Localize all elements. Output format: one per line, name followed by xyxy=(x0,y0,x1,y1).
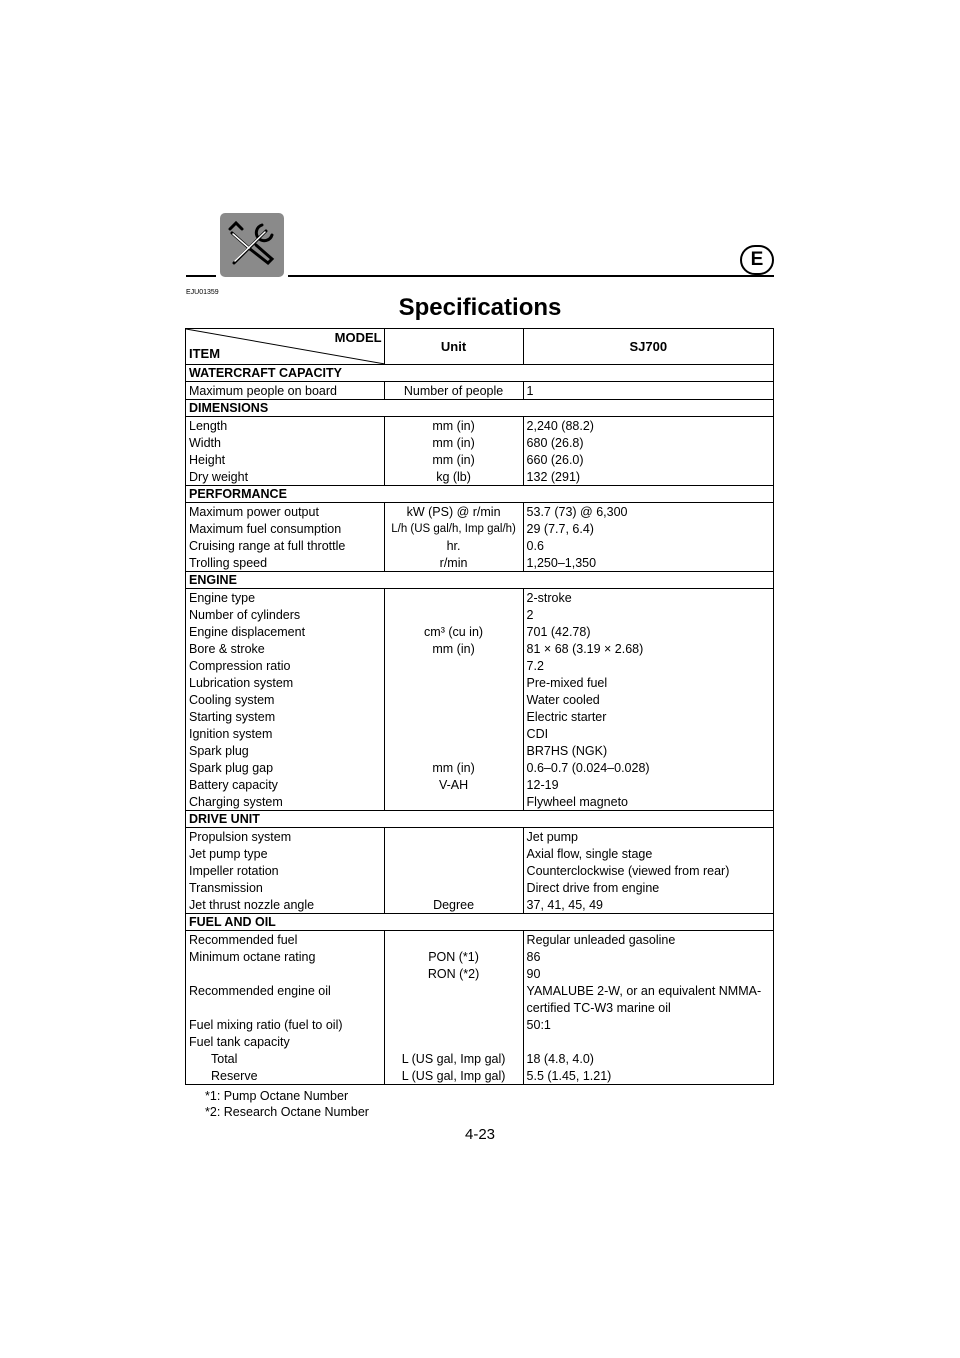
item-cell: Maximum power output xyxy=(189,504,319,519)
item-cell: Charging system xyxy=(189,794,283,809)
item-cell: Trolling speed xyxy=(189,555,268,570)
unit-cell: mm (in) xyxy=(384,417,523,435)
model-item-header xyxy=(186,329,385,365)
unit-cell: Degree xyxy=(384,896,523,914)
table-row xyxy=(186,725,774,742)
value-cell: 86 xyxy=(526,949,541,964)
unit-cell xyxy=(384,982,523,999)
item-cell: Minimum octane rating xyxy=(189,949,316,964)
value-cell xyxy=(523,1033,773,1050)
table-row xyxy=(186,862,774,879)
table-row xyxy=(186,503,774,521)
table-row xyxy=(186,451,774,468)
table-row xyxy=(186,776,774,793)
value-cell: 12-19 xyxy=(526,777,559,792)
header-rule-left xyxy=(186,275,216,277)
table-row xyxy=(186,1033,774,1050)
table-row xyxy=(186,1067,774,1085)
item-cell: Bore & stroke xyxy=(189,641,265,656)
item-cell: Compression ratio xyxy=(189,658,291,673)
item-label: ITEM xyxy=(189,346,221,361)
value-cell: YAMALUBE 2-W, or an equivalent NMMA- xyxy=(526,983,762,998)
item-cell: Recommended engine oil xyxy=(189,983,331,998)
table-row xyxy=(186,623,774,640)
unit-cell xyxy=(384,725,523,742)
unit-cell: mm (in) xyxy=(384,451,523,468)
section-header: DRIVE UNIT xyxy=(186,811,774,828)
unit-cell xyxy=(384,999,523,1016)
footnote: *2: Research Octane Number xyxy=(205,1105,369,1119)
footnotes xyxy=(205,1088,369,1120)
value-cell: 18 (4.8, 4.0) xyxy=(526,1051,594,1066)
unit-cell: kW (PS) @ r/min xyxy=(384,503,523,521)
item-cell: Cooling system xyxy=(189,692,275,707)
specifications-body xyxy=(186,365,774,1085)
table-row xyxy=(186,1050,774,1067)
section-header: WATERCRAFT CAPACITY xyxy=(186,365,774,382)
item-cell xyxy=(186,965,385,982)
unit-cell xyxy=(384,828,523,846)
table-row xyxy=(186,742,774,759)
unit-cell xyxy=(384,657,523,674)
item-cell: Jet thrust nozzle angle xyxy=(189,897,315,912)
item-cell: Impeller rotation xyxy=(189,863,279,878)
value-cell: Jet pump xyxy=(526,829,578,844)
unit-cell: PON (*1) xyxy=(384,948,523,965)
table-row xyxy=(186,640,774,657)
item-cell: Dry weight xyxy=(189,469,249,484)
item-cell: Recommended fuel xyxy=(189,932,298,947)
unit-cell xyxy=(384,674,523,691)
value-cell: 37, 41, 45, 49 xyxy=(526,897,603,912)
table-row xyxy=(186,896,774,914)
item-cell: Battery capacity xyxy=(189,777,278,792)
unit-cell xyxy=(384,606,523,623)
table-row xyxy=(186,999,774,1016)
value-cell: 53.7 (73) @ 6,300 xyxy=(526,504,628,519)
table-row xyxy=(186,382,774,400)
value-cell: Axial flow, single stage xyxy=(526,846,653,861)
value-cell: 29 (7.7, 6.4) xyxy=(526,521,594,536)
item-cell: Engine displacement xyxy=(189,624,306,639)
unit-cell xyxy=(384,708,523,725)
table-row xyxy=(186,828,774,846)
value-cell: 90 xyxy=(526,966,541,981)
value-cell: Counterclockwise (viewed from rear) xyxy=(526,863,730,878)
item-cell: Maximum people on board xyxy=(189,383,337,398)
item-cell: Spark plug xyxy=(189,743,249,758)
unit-cell xyxy=(384,862,523,879)
table-row xyxy=(186,1016,774,1033)
section-header: PERFORMANCE xyxy=(186,486,774,503)
value-cell: certified TC-W3 marine oil xyxy=(526,1000,671,1015)
value-cell: 1,250–1,350 xyxy=(526,555,597,570)
item-cell: Ignition system xyxy=(189,726,273,741)
unit-cell: cm³ (cu in) xyxy=(384,623,523,640)
item-cell: Width xyxy=(189,435,221,450)
item-cell: Propulsion system xyxy=(189,829,292,844)
table-row xyxy=(186,879,774,896)
item-cell: Fuel tank capacity xyxy=(189,1034,290,1049)
value-cell: 2-stroke xyxy=(526,590,572,605)
item-cell: Jet pump type xyxy=(189,846,268,861)
unit-cell: L (US gal, Imp gal) xyxy=(384,1067,523,1085)
unit-cell xyxy=(384,589,523,607)
item-cell: Transmission xyxy=(189,880,263,895)
tools-icon xyxy=(220,213,284,277)
table-row xyxy=(186,468,774,486)
value-cell: 2,240 (88.2) xyxy=(526,418,594,433)
value-cell: CDI xyxy=(526,726,549,741)
value-cell: 701 (42.78) xyxy=(526,624,591,639)
value-cell: 680 (26.8) xyxy=(526,435,584,450)
value-cell: BR7HS (NGK) xyxy=(526,743,608,758)
table-row xyxy=(186,657,774,674)
table-row xyxy=(186,759,774,776)
item-cell: Number of cylinders xyxy=(189,607,301,622)
value-cell: 0.6–0.7 (0.024–0.028) xyxy=(526,760,650,775)
unit-cell: RON (*2) xyxy=(384,965,523,982)
unit-cell: kg (lb) xyxy=(384,468,523,486)
table-row xyxy=(186,931,774,949)
table-row xyxy=(186,537,774,554)
value-cell: 50:1 xyxy=(526,1017,551,1032)
unit-cell xyxy=(384,742,523,759)
value-cell: Pre-mixed fuel xyxy=(526,675,608,690)
unit-cell xyxy=(384,1016,523,1033)
item-cell: Length xyxy=(189,418,228,433)
value-cell: 81 × 68 (3.19 × 2.68) xyxy=(526,641,644,656)
value-cell: Regular unleaded gasoline xyxy=(526,932,676,947)
unit-cell: mm (in) xyxy=(384,640,523,657)
item-cell xyxy=(186,999,385,1016)
table-row xyxy=(186,965,774,982)
item-cell: Cruising range at full throttle xyxy=(189,538,346,553)
document-code: EJU01359 xyxy=(186,289,219,296)
unit-cell: V-AH xyxy=(384,776,523,793)
table-row xyxy=(186,589,774,607)
table-row xyxy=(186,948,774,965)
item-cell: Total xyxy=(211,1051,238,1066)
unit-cell xyxy=(384,879,523,896)
value-cell: 0.6 xyxy=(526,538,544,553)
value-cell: 660 (26.0) xyxy=(526,452,584,467)
header-rule-right xyxy=(288,275,774,277)
table-row xyxy=(186,674,774,691)
value-cell: 1 xyxy=(526,383,534,398)
footnote: *1: Pump Octane Number xyxy=(205,1089,349,1103)
table-row xyxy=(186,982,774,999)
value-cell: 7.2 xyxy=(526,658,544,673)
item-cell: Starting system xyxy=(189,709,276,724)
item-cell: Engine type xyxy=(189,590,256,605)
page-title: Specifications xyxy=(398,294,562,321)
value-cell: Flywheel magneto xyxy=(526,794,628,809)
unit-cell xyxy=(384,691,523,708)
item-cell: Reserve xyxy=(211,1068,258,1083)
unit-cell xyxy=(384,1033,523,1050)
unit-cell: mm (in) xyxy=(384,759,523,776)
item-cell: Spark plug gap xyxy=(189,760,274,775)
table-row xyxy=(186,708,774,725)
table-row xyxy=(186,434,774,451)
unit-cell xyxy=(384,931,523,949)
unit-cell xyxy=(384,793,523,811)
table-row xyxy=(186,691,774,708)
item-cell: Maximum fuel consumption xyxy=(189,521,342,536)
value-cell: Water cooled xyxy=(526,692,600,707)
section-header: DIMENSIONS xyxy=(186,400,774,417)
specifications-table xyxy=(185,328,774,1085)
unit-cell: hr. xyxy=(384,537,523,554)
item-cell: Lubrication system xyxy=(189,675,294,690)
table-row xyxy=(186,417,774,435)
value-cell: 132 (291) xyxy=(526,469,581,484)
section-header: ENGINE xyxy=(186,572,774,589)
unit-cell: L (US gal, Imp gal) xyxy=(384,1050,523,1067)
value-cell: Direct drive from engine xyxy=(526,880,660,895)
language-badge: E xyxy=(740,245,774,275)
value-cell: 2 xyxy=(526,607,534,622)
unit-header: Unit xyxy=(384,329,523,365)
unit-cell: Number of people xyxy=(384,382,523,400)
value-cell: 5.5 (1.45, 1.21) xyxy=(526,1068,612,1083)
table-row xyxy=(186,520,774,537)
unit-cell: mm (in) xyxy=(384,434,523,451)
section-header: FUEL AND OIL xyxy=(186,914,774,931)
model-label: MODEL xyxy=(334,330,382,345)
sj700-header: SJ700 xyxy=(523,329,773,365)
page-number: 4-23 xyxy=(464,1126,496,1143)
item-cell: Height xyxy=(189,452,226,467)
value-cell: Electric starter xyxy=(526,709,607,724)
table-row xyxy=(186,554,774,572)
table-row xyxy=(186,606,774,623)
table-row xyxy=(186,845,774,862)
unit-cell: r/min xyxy=(384,554,523,572)
unit-cell xyxy=(384,845,523,862)
table-row xyxy=(186,793,774,811)
item-cell: Fuel mixing ratio (fuel to oil) xyxy=(189,1017,343,1032)
unit-cell: L/h (US gal/h, Imp gal/h) xyxy=(384,520,523,537)
